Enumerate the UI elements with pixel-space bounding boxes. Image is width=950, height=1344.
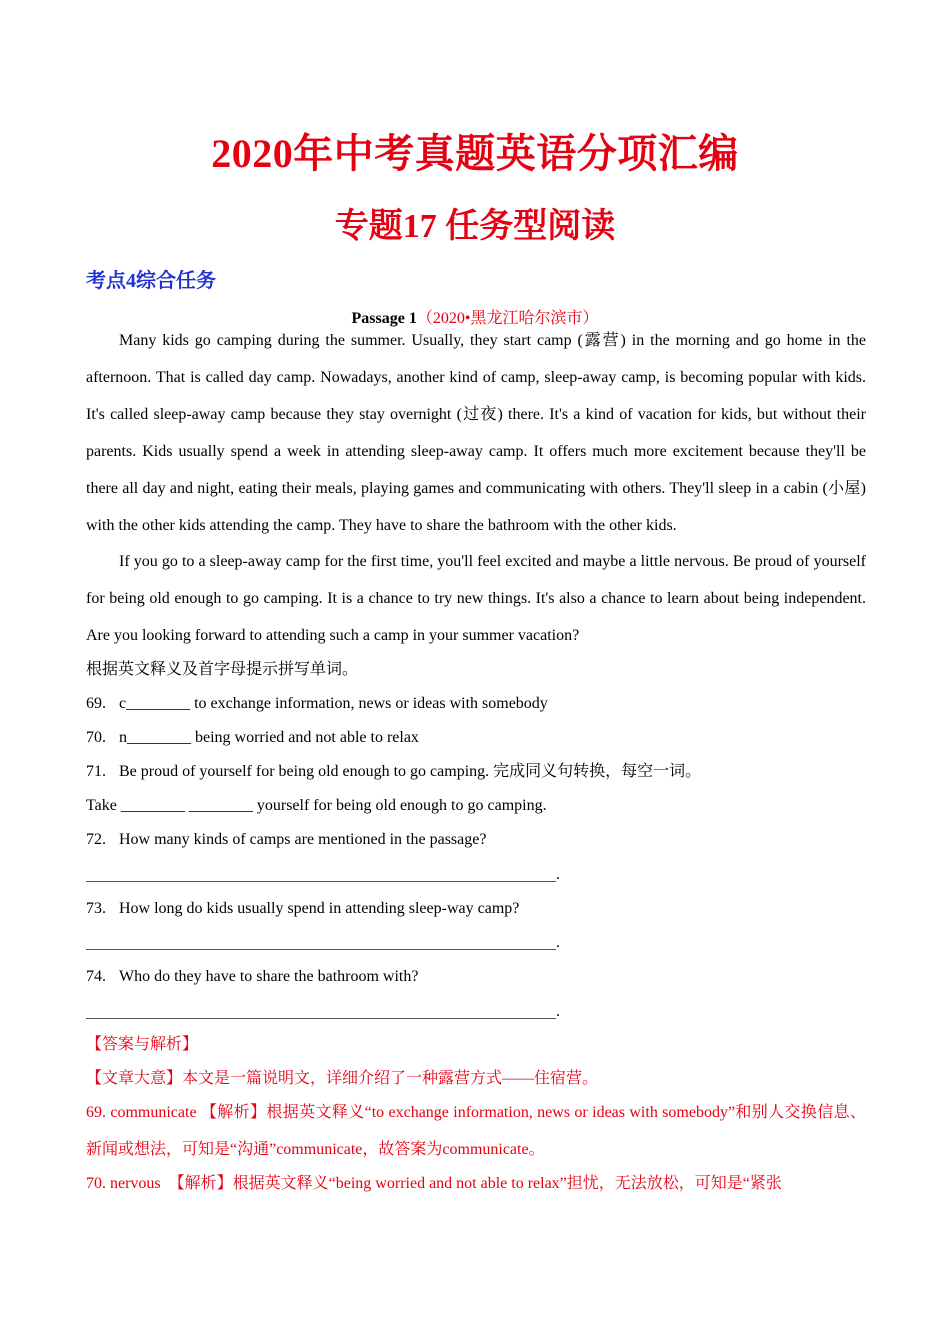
question-73	[86, 897, 866, 921]
passage-paragraph-1: Many kids go camping during the summer. Usually, they start camp (露营) in the morning and go home in the afternoon. That is called day camp. Nowadays, another kind of camp, sleep-away camp, is becoming popular with kids. It's called sleep-away camp because they stay overnight (过夜) there. It's a kind of vacation for kids, but without their parents. Kids usually spend a week in attending sleep-away camp. It offers much more excitement because they'll be there all day and night, eating their meals, playing games and communicating with others. They'll sleep in a cabin (小屋) with the other kids attending the camp. They have to share the bathroom with the other kids.	[86, 332, 866, 534]
passage-paragraph-2: If you go to a sleep-away camp for the first time, you'll feel excited and maybe a little nervous. Be proud of yourself for being old enough to go camping. It is a chance to try new things. It's also a chance to learn about being independent. Are you looking forward to attending such a camp in your summer vacation?	[86, 553, 866, 644]
answer-blank-73[interactable]	[86, 949, 556, 950]
answers-summary: 【文章大意】本文是一篇说明文，详细介绍了一种露营方式——住宿营。	[86, 1070, 599, 1087]
answer-blank-period: .	[556, 934, 560, 951]
question-text: Be proud of yourself for being old enough to go camping. 完成同义句转换，每空一词。	[119, 763, 702, 780]
question-text: Who do they have to share the bathroom with?	[119, 968, 419, 985]
section-heading: 考点4综合任务	[86, 270, 216, 292]
document-title: 2020年中考真题英语分项汇编	[211, 131, 739, 176]
answer-69: 69. communicate 【解析】根据英文释义“to exchange information, news or ideas with somebody”和别人交换信息、新闻或想法，可知是“沟通”communicate，故答案为communicate。	[86, 1104, 866, 1158]
answer-blank-72[interactable]	[86, 881, 556, 882]
passage-name: Passage 1	[351, 310, 417, 327]
question-text: How many kinds of camps are mentioned in the passage?	[119, 831, 487, 848]
answer-blank-period: .	[556, 866, 560, 883]
question-71-rewrite: Take ________ ________ yourself for being old enough to go camping.	[86, 797, 547, 814]
question-69	[86, 692, 866, 716]
answers-heading: 【答案与解析】	[86, 1036, 199, 1053]
question-number: 71.	[86, 763, 106, 780]
passage-source: （2020•黑龙江哈尔滨市）	[416, 310, 599, 327]
answer-blank-period: .	[556, 1003, 560, 1020]
question-text: c________ to exchange information, news or ideas with somebody	[119, 695, 548, 712]
answer-blank-74[interactable]	[86, 1018, 556, 1019]
instruction-text: 根据英文释义及首字母提示拼写单词。	[86, 661, 359, 678]
question-number: 72.	[86, 831, 106, 848]
question-74	[86, 965, 866, 989]
question-number: 70.	[86, 729, 106, 746]
question-72	[86, 828, 866, 852]
question-text: How long do kids usually spend in attending sleep-way camp?	[119, 900, 520, 917]
question-number: 73.	[86, 900, 106, 917]
document-subtitle: 专题17 任务型阅读	[334, 208, 616, 245]
question-text: n________ being worried and not able to relax	[119, 729, 419, 746]
question-number: 74.	[86, 968, 106, 985]
question-71	[86, 760, 866, 784]
question-number: 69.	[86, 695, 106, 712]
answer-70: 70. nervous 【解析】根据英文释义“being worried and not able to relax”担忧，无法放松，可知是“紧张	[86, 1175, 782, 1192]
question-70	[86, 726, 866, 750]
